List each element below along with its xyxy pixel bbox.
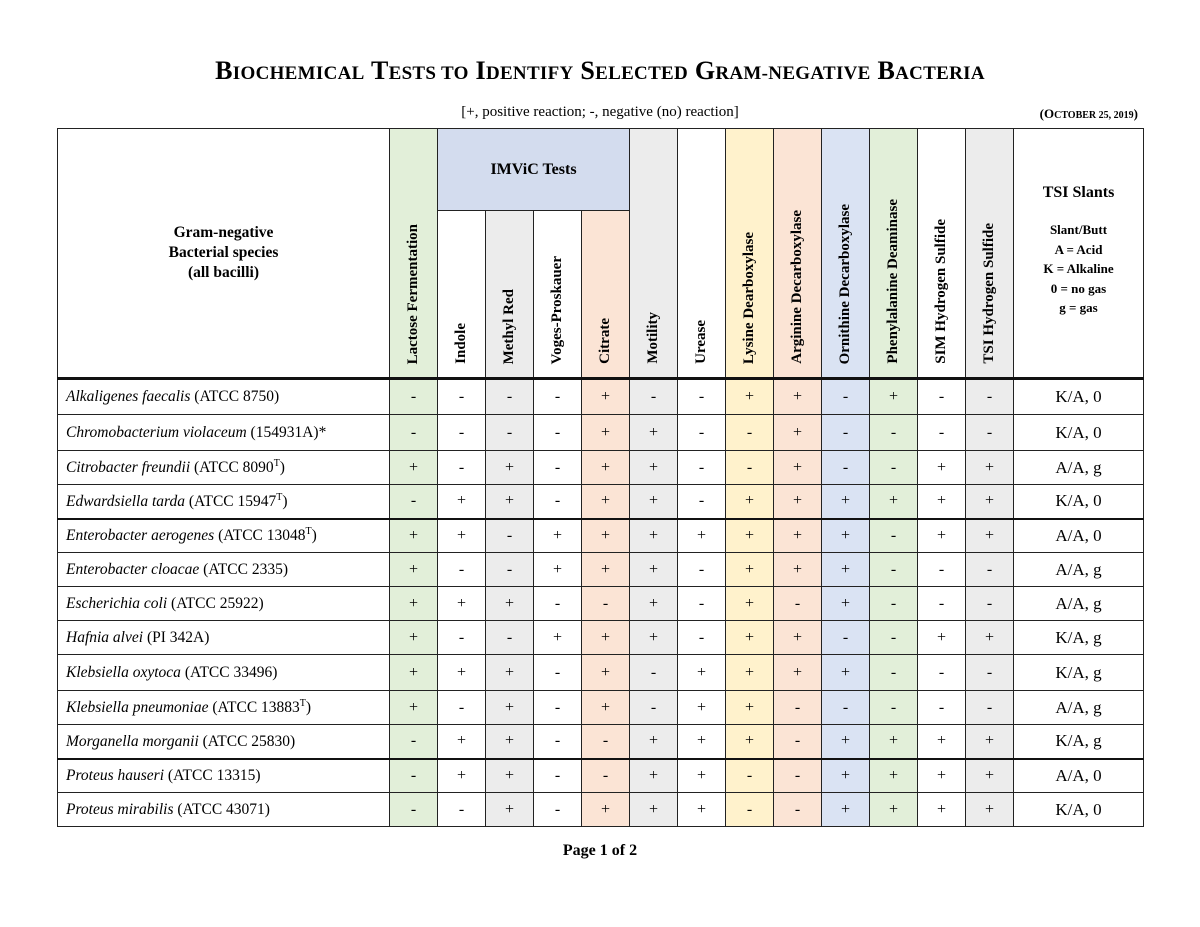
test-result-cell: -: [534, 451, 582, 485]
test-result-cell: -: [678, 485, 726, 519]
test-result-cell: +: [726, 485, 774, 519]
test-result-cell: +: [822, 793, 870, 827]
test-result-cell: +: [582, 415, 630, 451]
test-result-cell: -: [918, 415, 966, 451]
imvic-tests-header: IMViC Tests: [438, 129, 630, 211]
test-result-cell: -: [966, 587, 1014, 621]
test-result-cell: +: [966, 519, 1014, 553]
test-result-cell: -: [486, 519, 534, 553]
test-result-cell: -: [390, 485, 438, 519]
tsi-result-cell: K/A, g: [1014, 621, 1144, 655]
test-result-cell: +: [630, 519, 678, 553]
test-result-cell: +: [534, 621, 582, 655]
test-result-cell: -: [582, 587, 630, 621]
reaction-legend: [+, positive reaction; -, negative (no) reaction]: [461, 104, 739, 120]
test-result-cell: -: [630, 655, 678, 691]
test-result-cell: -: [630, 379, 678, 415]
test-result-cell: +: [774, 485, 822, 519]
test-result-cell: -: [678, 587, 726, 621]
table-row: [58, 587, 1144, 621]
test-result-cell: -: [774, 793, 822, 827]
test-result-cell: +: [870, 793, 918, 827]
test-result-cell: +: [822, 519, 870, 553]
test-result-cell: +: [486, 451, 534, 485]
tsi-result-cell: A/A, g: [1014, 691, 1144, 725]
test-result-cell: +: [486, 793, 534, 827]
test-result-cell: -: [390, 379, 438, 415]
table-row: [58, 451, 1144, 485]
tsi-result-cell: K/A, 0: [1014, 379, 1144, 415]
col-lysine-decarboxylase: Lysine Dearboxylase: [726, 129, 774, 379]
test-result-cell: +: [438, 519, 486, 553]
test-result-cell: +: [870, 485, 918, 519]
table-row: [58, 691, 1144, 725]
test-result-cell: +: [774, 621, 822, 655]
test-result-cell: +: [438, 655, 486, 691]
col-motility: Motility: [630, 129, 678, 379]
test-result-cell: +: [486, 691, 534, 725]
test-result-cell: -: [534, 587, 582, 621]
test-result-cell: +: [486, 655, 534, 691]
tsi-legend: Slant/Butt A = Acid K = Alkaline 0 = no gas g = gas: [1043, 222, 1114, 315]
test-result-cell: +: [390, 553, 438, 587]
test-result-cell: -: [918, 655, 966, 691]
test-result-cell: -: [486, 621, 534, 655]
test-result-cell: +: [582, 451, 630, 485]
species-name: Edwardsiella tarda (ATCC $15947^T$): [58, 485, 390, 519]
tsi-result-cell: A/A, 0: [1014, 759, 1144, 793]
test-result-cell: +: [918, 485, 966, 519]
col-phenylalanine-deaminase: Phenylalanine Deaminase: [870, 129, 918, 379]
test-result-cell: +: [966, 725, 1014, 759]
test-result-cell: +: [630, 759, 678, 793]
col-arginine-decarboxylase: Arginine Decarboxylase: [774, 129, 822, 379]
test-result-cell: +: [726, 655, 774, 691]
test-result-cell: -: [438, 415, 486, 451]
test-result-cell: -: [870, 553, 918, 587]
test-result-cell: +: [966, 485, 1014, 519]
test-result-cell: +: [726, 519, 774, 553]
test-result-cell: +: [870, 379, 918, 415]
tsi-result-cell: K/A, g: [1014, 725, 1144, 759]
test-result-cell: -: [726, 793, 774, 827]
test-result-cell: -: [918, 379, 966, 415]
test-result-cell: +: [678, 519, 726, 553]
test-result-cell: -: [534, 793, 582, 827]
tsi-result-cell: K/A, 0: [1014, 793, 1144, 827]
test-result-cell: -: [534, 655, 582, 691]
test-result-cell: +: [774, 415, 822, 451]
test-result-cell: +: [726, 725, 774, 759]
test-result-cell: +: [630, 587, 678, 621]
species-name: Hafnia alvei (PI 342A): [58, 621, 390, 655]
species-name: Citrobacter freundii (ATCC $8090^T$): [58, 451, 390, 485]
test-result-cell: +: [678, 759, 726, 793]
test-result-cell: -: [390, 415, 438, 451]
test-result-cell: +: [822, 553, 870, 587]
table-row: [58, 759, 1144, 793]
test-result-cell: -: [966, 379, 1014, 415]
col-methyl-red: Methyl Red: [486, 211, 534, 379]
test-result-cell: +: [822, 655, 870, 691]
test-result-cell: +: [774, 519, 822, 553]
test-result-cell: +: [582, 379, 630, 415]
test-result-cell: -: [534, 485, 582, 519]
test-result-cell: +: [822, 725, 870, 759]
species-name: Escherichia coli (ATCC 25922): [58, 587, 390, 621]
test-result-cell: -: [630, 691, 678, 725]
col-sim-hydrogen-sulfide: SIM Hydrogen Sulfide: [918, 129, 966, 379]
test-result-cell: -: [822, 451, 870, 485]
test-result-cell: -: [726, 759, 774, 793]
test-result-cell: +: [774, 553, 822, 587]
test-result-cell: -: [678, 451, 726, 485]
table-row: [58, 621, 1144, 655]
species-name: Klebsiella oxytoca (ATCC 33496): [58, 655, 390, 691]
test-result-cell: -: [390, 759, 438, 793]
table-row: [58, 379, 1144, 415]
test-result-cell: +: [726, 621, 774, 655]
test-result-cell: -: [966, 655, 1014, 691]
test-result-cell: -: [534, 415, 582, 451]
species-name: Chromobacterium violaceum (154931A)*: [58, 415, 390, 451]
test-result-cell: +: [390, 587, 438, 621]
test-result-cell: -: [678, 379, 726, 415]
tsi-result-cell: A/A, g: [1014, 553, 1144, 587]
test-result-cell: -: [918, 553, 966, 587]
tsi-result-cell: K/A, 0: [1014, 415, 1144, 451]
test-result-cell: -: [390, 793, 438, 827]
test-result-cell: +: [774, 451, 822, 485]
table-row: [58, 793, 1144, 827]
test-result-cell: +: [582, 691, 630, 725]
test-result-cell: +: [630, 553, 678, 587]
test-result-cell: -: [966, 415, 1014, 451]
test-result-cell: +: [390, 621, 438, 655]
test-result-cell: -: [822, 621, 870, 655]
test-result-cell: +: [726, 587, 774, 621]
tsi-slants-header: TSI Slants Slant/Butt A = Acid K = Alkaline 0 = no gas g = gas: [1014, 129, 1144, 379]
table-row: [58, 485, 1144, 519]
species-name: Morganella morganii (ATCC 25830): [58, 725, 390, 759]
test-result-cell: +: [486, 725, 534, 759]
test-result-cell: +: [390, 519, 438, 553]
test-result-cell: +: [678, 691, 726, 725]
test-result-cell: -: [870, 621, 918, 655]
test-result-cell: +: [630, 621, 678, 655]
test-result-cell: -: [774, 725, 822, 759]
col-lactose-fermentation: Lactose Fermentation: [390, 129, 438, 379]
tsi-result-cell: A/A, g: [1014, 451, 1144, 485]
test-result-cell: +: [918, 759, 966, 793]
test-result-cell: +: [438, 759, 486, 793]
test-result-cell: +: [678, 655, 726, 691]
test-result-cell: +: [822, 485, 870, 519]
test-result-cell: -: [918, 587, 966, 621]
test-result-cell: +: [630, 451, 678, 485]
test-result-cell: +: [390, 451, 438, 485]
test-result-cell: -: [582, 725, 630, 759]
col-urease: Urease: [678, 129, 726, 379]
species-name: Alkaligenes faecalis (ATCC 8750): [58, 379, 390, 415]
test-result-cell: -: [966, 553, 1014, 587]
test-result-cell: +: [918, 725, 966, 759]
test-result-cell: +: [438, 725, 486, 759]
test-result-cell: +: [822, 759, 870, 793]
test-result-cell: +: [630, 725, 678, 759]
test-result-cell: -: [534, 691, 582, 725]
test-result-cell: -: [486, 553, 534, 587]
test-result-cell: -: [774, 691, 822, 725]
test-result-cell: -: [822, 691, 870, 725]
test-result-cell: +: [438, 587, 486, 621]
table-row: [58, 655, 1144, 691]
col-indole: Indole: [438, 211, 486, 379]
test-result-cell: -: [870, 691, 918, 725]
test-result-cell: -: [438, 451, 486, 485]
species-column-header: Gram-negative Bacterial species (all bacilli): [58, 129, 390, 379]
test-result-cell: +: [822, 587, 870, 621]
test-result-cell: +: [582, 793, 630, 827]
test-result-cell: +: [582, 621, 630, 655]
test-result-cell: -: [438, 553, 486, 587]
species-name: Proteus mirabilis (ATCC 43071): [58, 793, 390, 827]
test-result-cell: +: [678, 793, 726, 827]
test-result-cell: +: [630, 415, 678, 451]
test-result-cell: +: [774, 379, 822, 415]
test-result-cell: +: [630, 485, 678, 519]
test-result-cell: -: [822, 379, 870, 415]
test-result-cell: -: [918, 691, 966, 725]
test-result-cell: -: [822, 415, 870, 451]
test-result-cell: +: [534, 519, 582, 553]
test-result-cell: +: [534, 553, 582, 587]
test-result-cell: +: [966, 621, 1014, 655]
test-result-cell: +: [582, 485, 630, 519]
test-result-cell: +: [774, 655, 822, 691]
test-result-cell: -: [870, 655, 918, 691]
test-result-cell: -: [870, 587, 918, 621]
tsi-result-cell: A/A, 0: [1014, 519, 1144, 553]
test-result-cell: -: [774, 759, 822, 793]
test-result-cell: -: [726, 451, 774, 485]
test-result-cell: +: [918, 621, 966, 655]
tsi-result-cell: K/A, 0: [1014, 485, 1144, 519]
tsi-result-cell: K/A, g: [1014, 655, 1144, 691]
test-result-cell: -: [870, 451, 918, 485]
test-result-cell: +: [966, 793, 1014, 827]
test-result-cell: -: [966, 691, 1014, 725]
col-tsi-hydrogen-sulfide: TSI Hydrogen Sulfide: [966, 129, 1014, 379]
table-row: [58, 519, 1144, 553]
test-result-cell: -: [678, 553, 726, 587]
test-result-cell: -: [438, 621, 486, 655]
test-result-cell: -: [582, 759, 630, 793]
test-result-cell: +: [966, 759, 1014, 793]
species-name: Enterobacter aerogenes (ATCC $13048^T$): [58, 519, 390, 553]
test-result-cell: -: [678, 415, 726, 451]
test-result-cell: -: [534, 759, 582, 793]
test-result-cell: -: [870, 415, 918, 451]
test-result-cell: -: [774, 587, 822, 621]
test-result-cell: +: [726, 379, 774, 415]
species-name: Proteus hauseri (ATCC 13315): [58, 759, 390, 793]
test-result-cell: -: [438, 379, 486, 415]
test-result-cell: -: [438, 691, 486, 725]
test-result-cell: +: [918, 451, 966, 485]
test-result-cell: -: [486, 379, 534, 415]
table-row: [58, 553, 1144, 587]
test-result-cell: +: [678, 725, 726, 759]
test-result-cell: -: [534, 725, 582, 759]
test-result-cell: -: [678, 621, 726, 655]
species-name: Klebsiella pneumoniae (ATCC $13883^T$): [58, 691, 390, 725]
table-row: [58, 415, 1144, 451]
test-result-cell: +: [486, 485, 534, 519]
test-result-cell: +: [582, 655, 630, 691]
test-result-cell: +: [918, 519, 966, 553]
test-result-cell: +: [918, 793, 966, 827]
test-result-cell: +: [870, 725, 918, 759]
col-voges-proskauer: Voges-Proskauer: [534, 211, 582, 379]
test-result-cell: -: [390, 725, 438, 759]
test-result-cell: +: [390, 691, 438, 725]
test-result-cell: -: [486, 415, 534, 451]
test-result-cell: +: [582, 553, 630, 587]
test-result-cell: +: [390, 655, 438, 691]
table-row: [58, 725, 1144, 759]
tsi-result-cell: A/A, g: [1014, 587, 1144, 621]
document-date: (OCTOBER 25, 2019): [1039, 106, 1138, 121]
page-number: Page 1 of 2: [562, 842, 638, 859]
test-result-cell: +: [726, 553, 774, 587]
test-result-cell: +: [582, 519, 630, 553]
col-ornithine-decarboxylase: Ornithine Decarboxylase: [822, 129, 870, 379]
test-result-cell: -: [534, 379, 582, 415]
col-citrate: Citrate: [582, 211, 630, 379]
biochemical-tests-table: [57, 128, 1144, 827]
test-result-cell: +: [966, 451, 1014, 485]
test-result-cell: +: [438, 485, 486, 519]
test-result-cell: +: [486, 587, 534, 621]
test-result-cell: +: [870, 759, 918, 793]
species-name: Enterobacter cloacae (ATCC 2335): [58, 553, 390, 587]
test-result-cell: +: [486, 759, 534, 793]
test-result-cell: -: [726, 415, 774, 451]
test-result-cell: +: [726, 691, 774, 725]
test-result-cell: +: [630, 793, 678, 827]
test-result-cell: -: [870, 519, 918, 553]
page-title: BIOCHEMICAL TESTS TO IDENTIFY SELECTED GRAM-NEGATIVE BACTERIA: [215, 56, 985, 85]
test-result-cell: -: [438, 793, 486, 827]
